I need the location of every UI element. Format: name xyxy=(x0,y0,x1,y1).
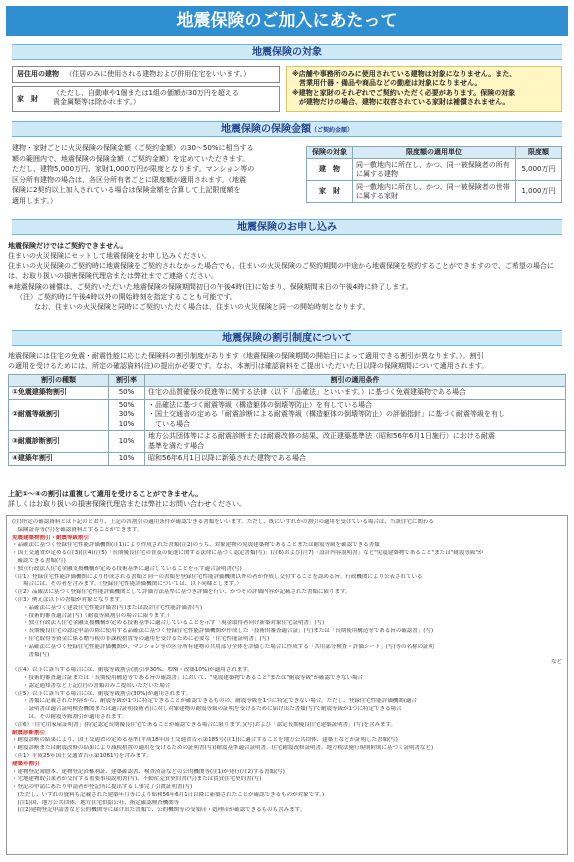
target-contents-row xyxy=(12,86,280,112)
discount-rate-grade-3: 10% xyxy=(118,419,135,428)
amount-header-target: 保険の対象 xyxy=(307,147,353,159)
note-line: ・書類に記載された内容から、耐震等級が1つに特定できることが確認できるものの、耐震等級を1つに特定できない場合。ただし、登録住宅性能評価機関(適合 xyxy=(12,698,417,705)
discount-cond-grade-1: ・品確法に基づく耐震等級（構造躯体の倒壊等防止）を有している場合 xyxy=(148,400,372,409)
target-building-text: （住居のみに使用される建物および併用住宅をいいます。） xyxy=(65,70,251,78)
note-line: ・建物登記簿謄本、建物登記済権利証、建築確認書、検査済証などの公的機関等(注1)が発行(注2)する書類(写) xyxy=(12,768,285,775)
section-heading-target: 地震保険の対象 xyxy=(12,44,562,60)
discount-rate-seismic-diagnosis: 10% xyxy=(109,431,145,453)
discount-cond-construction-year: 昭和56年6月1日以降に新築された建物である場合 xyxy=(145,453,566,465)
note-line: ・品確法に基づく建設住宅性能評価書(写)または設計住宅性能評価書(写) xyxy=(12,604,203,611)
amount-line-4: 区分所有建物の場合は、各区分所有者ごとに限度額が適用されます。（地震 xyxy=(12,175,246,184)
discount-cond-seismic-isolation: 住宅の品質確保の促進等に関する法律（以下「品確法」といいます。）に基づく免震建築物である場合 xyxy=(145,387,566,399)
discount-table xyxy=(8,374,566,466)
note-line: ・耐震診断または耐震改修の結果により減税措置の適用を受けるための証明書(写)(耐震基準適合証明書、住宅耐震改修証明書、地方税法施行規則附則に基づく証明書など) xyxy=(12,745,434,752)
target-building-row xyxy=(12,66,280,83)
amount-header-limit: 限度額 xyxy=(516,147,562,159)
note-line: ・長期優良住宅の認定申請の際に使用する品確法に基づく登録住宅性能評価機関が作成した「技術的審査適合証」(写)または「長期使用構造等である旨の確認書」(写) xyxy=(12,628,434,635)
discount-cond-seismic-grade xyxy=(145,399,566,430)
note-line: （注6）「住宅用家屋証明書」(特定認定長期優良住宅であることが確認できる場合に限ります。)(写)および「認定長期優良住宅建築証明書」(写)を含みます。 xyxy=(12,721,396,728)
note-line: ・宅地建物取引業者が交付する重要事項説明書(写)、不動産売買契約書(写)または賃貸住宅契約書(写) xyxy=(12,776,262,783)
discount-after xyxy=(8,489,566,509)
note-line: 保険証券等(写)を確認資料とすることができます。 xyxy=(12,526,143,533)
note-line: （注1）平成25年国土交通省告示第1061号を含みます。 xyxy=(12,752,152,759)
note-line: など xyxy=(550,659,562,666)
target-contents-text-2: 貴金属類等は除かれます。） xyxy=(53,98,140,107)
target-contents-text-1: （ただし、自動車や1個または1組の価額が30万円を超える xyxy=(53,89,239,97)
note-line: ・住宅取得等資金に係る贈与税の非課税措置等の適用を受けるために必要な「住宅性能証明書」(写) xyxy=(12,635,270,642)
confirmation-documents-notes xyxy=(6,515,568,855)
discount-rate-seismic-grade xyxy=(109,399,145,430)
note-line: 証明書は適合証明検査機関または適合証明技術者)に対し対象建物の耐震等級の証明を受けるために届け出た書類(写)で耐震等級が1つに特定できる場合 xyxy=(12,706,402,713)
discount-cond-diagnosis-2: 基準を満たす場合 xyxy=(148,441,204,450)
section-heading-amount xyxy=(12,121,562,137)
note-line: ・耐震診断の結果により、国土交通省の定める基準(平成18年国土交通省告示第185号(注1))に適合することを地方公共団体、建築士などが証明した書類(写) xyxy=(12,737,398,744)
note-line: (注)所定の確認資料とは下記のとおり、上記の各割引の適用条件が確認できる書類をいいます。ただし、既にいずれかの割引の適用を受けている場合は、当該住宅に関わる xyxy=(12,519,434,525)
discount-intro-1: 地震保険には住宅の免震・耐震性能に応じた保険料の割引制度があります（地震保険の保険期間の開始日によって適用できる割引が異なります。）。割引 xyxy=(8,352,484,360)
discount-cond-seismic-diagnosis xyxy=(145,431,566,453)
amount-row-building-unit: 同一敷地内に所在し、かつ、同一被保険者の所有に属する建物 xyxy=(353,159,516,181)
amount-line-6: 適用します。） xyxy=(12,196,57,205)
discount-after-2: 詳しくはお取り扱いの損害保険代理店または弊社にお問い合わせください。 xyxy=(8,500,246,509)
note-line: ・技術的審査適合証または「長期使用構造等である旨の確認書」において、"免震建築物であること"または"耐震等級"が確認できない場合 xyxy=(12,674,364,681)
amount-row-building-target: 建 物 xyxy=(307,159,353,181)
amount-row-contents-target: 家 財 xyxy=(307,181,353,203)
note-line: （注1）登録住宅性能評価機関により作成される書類と同一の書類を登録住宅性能評価機関以外の者が作成し交付することを認める旨、行政機関により公表されている xyxy=(12,573,423,580)
discount-header-condition: 割引の適用条件 xyxy=(145,375,566,387)
target-notes-box xyxy=(286,66,562,112)
note-line: （注3）例えば以下の書類が対象となります。 xyxy=(12,596,126,603)
discount-header-type: 割引の種類 xyxy=(9,375,109,387)
note-heading: 免震建築物割引・耐震等級割引 xyxy=(12,534,90,541)
discount-cond-diagnosis-1: 地方公共団体等による耐震診断または耐震改修の結果、改正建築基準法（昭和56年6月1日施行）における耐震 xyxy=(148,432,495,441)
target-note-3: ※建物と家財のそれぞれでご契約いただく必要があります。保険の対象 xyxy=(292,88,516,97)
note-line: 場合には、その者を含みます。（登録住宅性能評価機関については、以下同様とします。） xyxy=(12,581,243,588)
discount-intro xyxy=(8,351,566,371)
note-line: （注2）品確法に基づく登録住宅性能評価機関として評価方法基準に基づき評価を行い、かつその評価内容が記載された書類に限ります。 xyxy=(12,589,351,596)
amount-limit-table xyxy=(306,146,562,203)
note-line: 確認できる書類(写) xyxy=(12,557,66,564)
target-contents-label: 家 財 xyxy=(17,95,38,103)
note-line: ・独立行政法人住宅金融支援機構が定める技術基準に適合していることを示す「現金取得者向け新築対象住宅証明書」(写) xyxy=(12,620,325,627)
amount-paragraph xyxy=(12,143,302,206)
discount-cond-grade-3: ている場合 xyxy=(155,419,190,428)
note-line: ・品確法に基づく登録住宅性能評価機関(注1)により作成された書類(注2)のうち、対象建物の免震建築物であることまたは耐震等級を確認できる書類 xyxy=(12,542,380,549)
section-heading-application: 地震保険のお申し込み xyxy=(12,219,562,235)
note-line: （注4）以下に該当する場合には、耐震等級割引(割引率30%、増額・改築10%)が適用されます。 xyxy=(12,667,253,674)
amount-header-unit: 限度額の適用単位 xyxy=(353,147,516,159)
note-heading: 建築年割引 xyxy=(12,760,40,767)
note-line: ・登記の申請にあたり申請者が登記所に提出する工事完了引渡証明書(写) xyxy=(12,784,193,791)
discount-after-1: 上記①〜④の割引は重複して適用を受けることができません。 xyxy=(8,490,203,498)
discount-rate-construction-year: 10% xyxy=(109,453,145,465)
note-line: (注1)国、地方公共団体、地方住宅供給公社、指定確認検査機関等 xyxy=(12,799,180,806)
note-line: ・国土交通省が定める(注3)(注4)(注5)「長期優良住宅の普及の促進に関する法律に基づく認定書類(写)」(注6)および(注7)「設計内容説明書」など"免震建築物であること"または"耐震等級"が xyxy=(12,550,484,557)
note-line: ・認定通知書など上記(注)の書類のみご提出いただいた場合 xyxy=(12,682,171,689)
amount-line-2: 額の範囲内で、地震保険の保険金額（ご契約金額）を定めていただきます。 xyxy=(12,154,250,163)
note-line: (ただし、いずれの資料も記載された建築年月等により昭和56年6月1日以降に新築されたことが確認できるものが対象です。) xyxy=(12,791,325,798)
discount-rate-grade-1: 50% xyxy=(118,400,135,409)
amount-row-building-limit: 5,000万円 xyxy=(516,159,562,181)
amount-row-contents-unit: 同一敷地内に所在し、かつ、同一被保険者の世帯に属する家財 xyxy=(353,181,516,203)
page-title: 地震保険のご加入にあたって xyxy=(6,6,568,36)
note-line: ・品確法に基づく登録住宅性能評価機関が、マンション等の区分所有建物の共用部分全体を評価した場合に作成する「共用部分検査・評価シート」(写)等の名称の証明 xyxy=(12,643,435,650)
application-text xyxy=(8,241,566,312)
discount-type-seismic-isolation: ①免震建築物割引 xyxy=(9,387,109,399)
application-line-2: 住まいの火災保険にセットして地震保険をお申し込みください。 xyxy=(8,252,211,261)
target-note-4: が建物だけの場合、建物に収容されている家財は補償されません。 xyxy=(299,98,510,107)
discount-type-seismic-diagnosis: ③耐震診断割引 xyxy=(9,431,109,453)
application-line-1: 地震保険だけではご契約できません。 xyxy=(8,242,128,250)
amount-heading-small: （ご契約金額） xyxy=(310,127,353,134)
note-line: 書類(写) xyxy=(12,651,50,658)
note-line: ・技術的審査適合証(写)（耐震等級割引の場合に限ります。） xyxy=(12,612,173,619)
amount-row-contents-limit: 1,000万円 xyxy=(516,181,562,203)
application-line-3: 住まいの火災保険のご契約時に地震保険をご契約されなかった場合でも、住まいの火災保険のご契約期間の中途から地震保険を契約することができますので、ご希望の場合には、お取り扱いの損害保険代理店または弊社までご連絡ください。 xyxy=(8,262,554,281)
application-line-6: なお、住まいの火災保険と同時にご契約いただく場合は、住まいの火災保険と同一の開始時刻となります。 xyxy=(34,302,370,311)
amount-heading-text: 地震保険の保険金額 xyxy=(220,124,311,135)
section-heading-discount: 地震保険の割引制度について xyxy=(12,330,562,346)
amount-line-5: 保険に2契約以上加入されている場合は保険金額を合算して上記限度額を xyxy=(12,186,241,194)
amount-line-3: ただし、建物5,000万円、家財1,000万円が限度となります。マンション等の xyxy=(12,165,255,173)
note-line: （注5）以下に該当する場合には、耐震等級割引(30%)が適用されます。 xyxy=(12,690,192,697)
discount-rate-seismic-isolation: 50% xyxy=(109,387,145,399)
note-line: (注2)建物登記申請書など公的機関等に届け出た書類で、公的機関等の受領印・処理印が確認できるものも含みます。 xyxy=(12,807,306,814)
discount-header-rate: 割引率 xyxy=(109,375,145,387)
discount-type-construction-year: ④建築年割引 xyxy=(9,453,109,465)
discount-type-seismic-grade: ②耐震等級割引 xyxy=(9,399,109,430)
application-line-4: ※地震保険の補償は、ご契約いただいた地震保険の保険期間初日の午後4時(注)に始まり、保険期間末日の午後4時に終了します。 xyxy=(8,282,413,291)
note-line: は、その耐震等級割引が適用されます。 xyxy=(12,713,128,720)
discount-intro-2: の適用を受けるためには、所定の確認資料(注)の提出が必要です。なお、本割引は確認資料をご提出いただいた日以降の保険期間について適用されます。 xyxy=(8,362,489,371)
target-note-1: ※店舗や事務所のみに使用されている建物は対象になりません。また、 xyxy=(292,70,517,78)
target-note-2: 営業用什器・備品や商品などの動産は対象になりません。 xyxy=(299,79,482,88)
application-line-5: （注）ご契約時に午後4時以外の開始時刻を指定することも可能です。 xyxy=(16,292,237,301)
note-line: ・独立行政法人住宅金融支援機構が定める技術基準に適合していることを示す適合証明書(写) xyxy=(12,565,242,572)
target-building-label: 居住用の建物 xyxy=(17,70,59,78)
discount-rate-grade-2: 30% xyxy=(118,410,135,419)
amount-line-1: 建物・家財ごとに火災保険の保険金額（ご契約金額）の30〜50%に相当する xyxy=(12,144,254,152)
note-heading: 耐震診断割引 xyxy=(12,729,46,736)
discount-cond-grade-2: ・国土交通省の定める「耐震診断による耐震等級（構造躯体の倒壊等防止）の評価指針」に基づく耐震等級を有し xyxy=(148,410,505,419)
